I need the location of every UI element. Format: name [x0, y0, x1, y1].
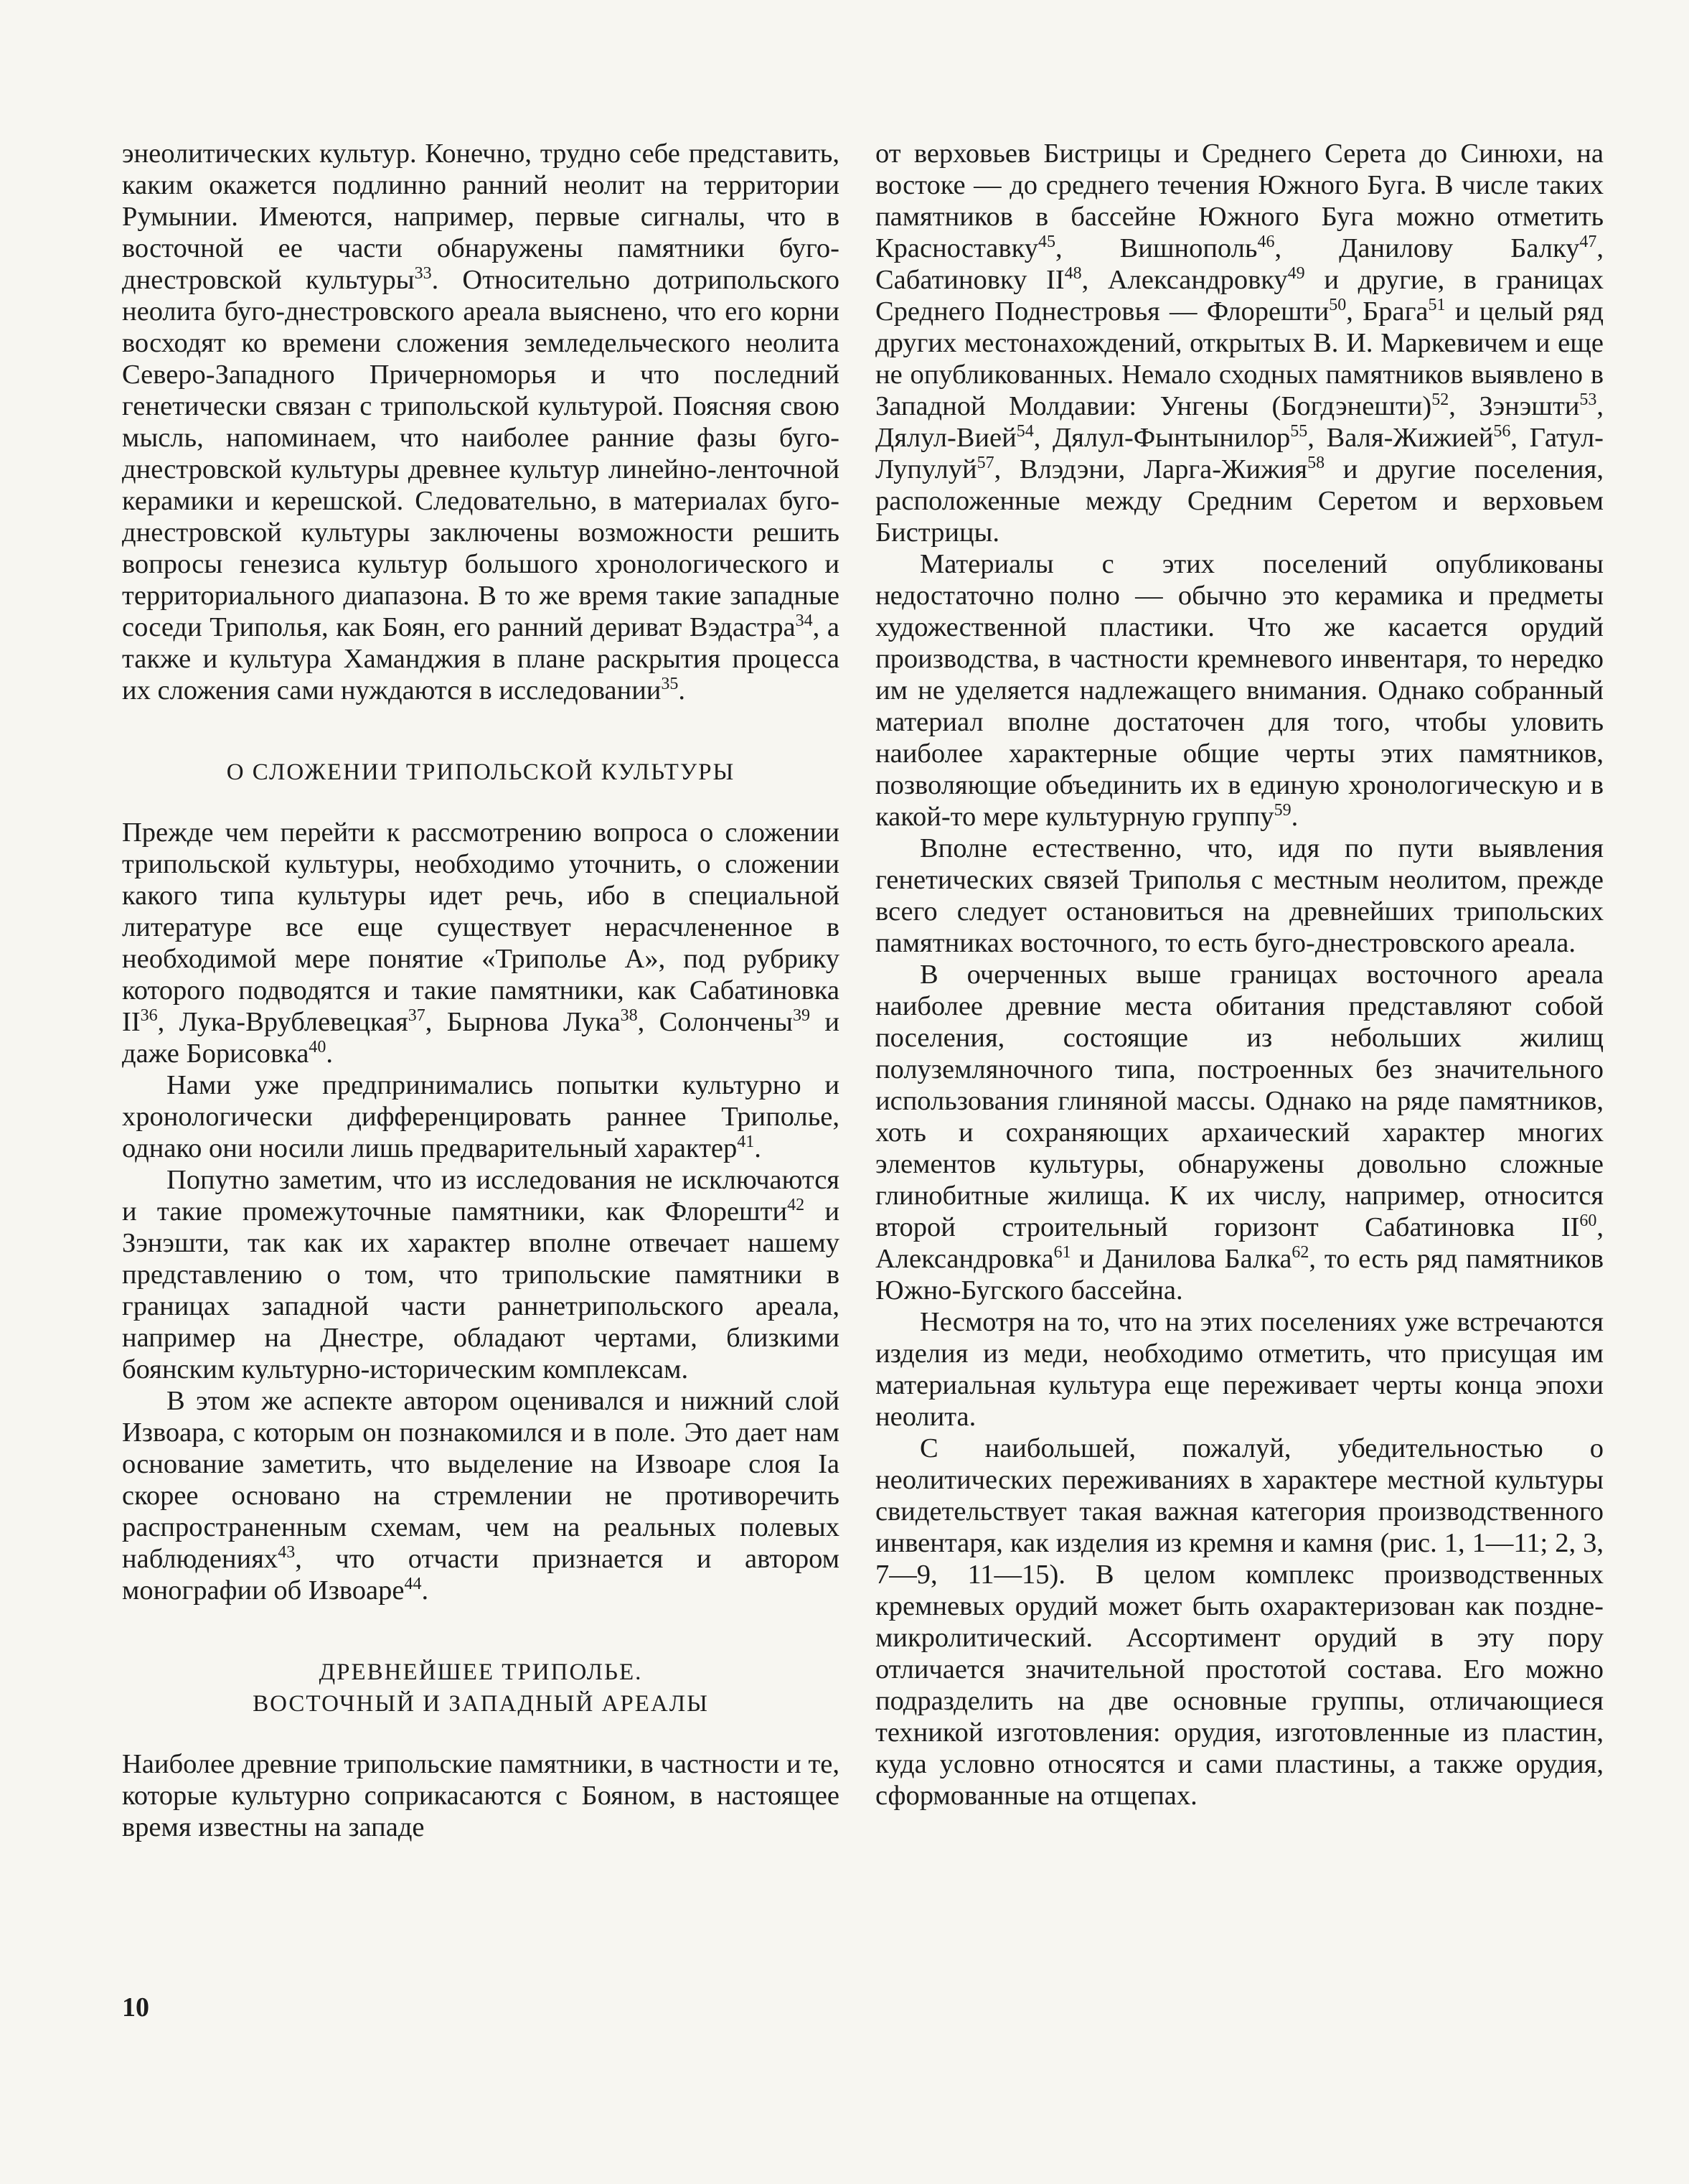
page-number: 10	[122, 1992, 149, 2023]
paragraph: Несмотря на то, что на этих поселениях уже встречаются изделия из меди, необходимо отметить, что присущая им материальная культура еще переживает черты конца эпохи неолита.	[875, 1307, 1604, 1432]
right-column	[875, 138, 1604, 1812]
section-heading: О СЛОЖЕНИИ ТРИПОЛЬСКОЙ КУЛЬТУРЫ	[226, 759, 735, 785]
paragraph: С наибольшей, пожалуй, убедительностью о неолитических переживаниях в характере местной культуры свидетельствует такая важная категория производственного инвентаря, как изделия из кремня и камня (рис. 1, 1—11; 2, 3, 7—9, 11—15). В целом комплекс производственных кремневых орудий может быть охарактеризован как поздне-микролитический. Ассортимент орудий в эту пору отличается значительной простотой состава. Его можно подразделить на две основные группы, отличающиеся техникой изготовления: орудия, изготовленные из пластин, куда условно относятся и сами пластины, а также орудия, сформованные на отщепах.	[875, 1433, 1604, 1811]
left-column	[122, 138, 839, 1843]
paragraph: Нами уже предпринимались попытки культурно и хронологически дифференцировать раннее Триполье, однако они носили лишь предварительный характер$^{41}$.	[122, 1070, 839, 1163]
paragraph: энеолитических культур. Конечно, трудно себе представить, каким окажется подлинно ранний неолит на территории Румынии. Имеются, например, первые сигналы, что в восточной ее части обнаружены памятники буго-днестровской культуры$^{33}$. Относительно дотрипольского неолита буго-днестровского ареала выяснено, что его корни восходят ко времени сложения земледельческого неолита Северо-Западного Причерноморья и что последний генетически связан с трипольской культурой. Поясняя свою мысль, напоминаем, что наиболее ранние фазы буго-днестровской культуры древнее культур линейно-ленточной керамики и керешской. Следовательно, в материалах буго-днестровской культуры заключены возможности решить вопросы генезиса культур большого хронологического и территориального диапазона. В то же время такие западные соседи Триполья, как Боян, его ранний дериват Вэдастра$^{34}$, а также и культура Хаманджия в плане раскрытия процесса их сложения сами нуждаются в исследовании$^{35}$.	[122, 139, 840, 706]
paragraph: Вполне естественно, что, идя по пути выявления генетических связей Триполья с местным неолитом, прежде всего следует остановиться на древнейших трипольских памятниках восточного, то есть буго-днестровского ареала.	[875, 833, 1604, 958]
paragraph: Прежде чем перейти к рассмотрению вопроса о сложении трипольской культуры, необходимо уточнить, о сложении какого типа культуры идет речь, ибо в специальной литературе все еще существует нерасчлененное в необходимой мере понятие «Триполье А», под рубрику которого подводятся и такие памятники, как Сабатиновка II$^{36}$, Лука-Врублевецкая$^{37}$, Бырнова Лука$^{38}$, Солончены$^{39}$ и даже Борисовка$^{40}$.	[122, 817, 840, 1069]
paragraph: от верховьев Бистрицы и Среднего Серета до Синюхи, на востоке — до среднего течения Южного Буга. В числе таких памятников в бассейне Южного Буга можно отметить Красноставку$^{45}$, Вишнополь$^{46}$, Данилову Балку$^{47}$, Сабатиновку II$^{48}$, Александровку$^{49}$ и другие, в границах Среднего Поднестровья — Флорешти$^{50}$, Брага$^{51}$ и целый ряд других местонахождений, открытых В. И. Маркевичем и еще не опубликованных. Немало сходных памятников выявлено в Западной Молдавии: Унгены (Богдэнешти)$^{52}$, Зэнэшти$^{53}$, Дялул-Вией$^{54}$, Дялул-Фынтынилор$^{55}$, Валя-Жижией$^{56}$, Гатул-Лупулуй$^{57}$, Влэдэни, Ларга-Жижия$^{58}$ и другие поселения, расположенные между Средним Серетом и верховьем Бистрицы.	[875, 139, 1604, 548]
paragraph: В этом же аспекте автором оценивался и нижний слой Извоара, с которым он познакомился и в поле. Это дает нам основание заметить, что выделение на Извоаре слоя Ia скорее основано на стремлении не противоречить распространенным схемам, чем на реальных полевых наблюдениях$^{43}$, что отчасти признается и автором монографии об Извоаре$^{44}$.	[122, 1386, 839, 1606]
section-heading: ВОСТОЧНЫЙ И ЗАПАДНЫЙ АРЕАЛЫ	[253, 1691, 709, 1717]
section-heading: ДРЕВНЕЙШЕЕ ТРИПОЛЬЕ.	[319, 1659, 643, 1685]
paragraph: Попутно заметим, что из исследования не исключаются и такие промежуточные памятники, как Флорешти$^{42}$ и Зэнэшти, так как их характер вполне отвечает нашему представлению о том, что трипольские памятники в границах западной части раннетрипольского ареала, например на Днестре, обладают чертами, близкими боянским культурно-историческим комплексам.	[122, 1165, 839, 1384]
paragraph: Наиболее древние трипольские памятники, в частности и те, которые культурно соприкасаются с Бояном, в настоящее время известны на западе	[122, 1749, 839, 1842]
paragraph: В очерченных выше границах восточного ареала наиболее древние места обитания представляют собой поселения, состоящие из небольших жилищ полуземляночного типа, построенных без значительного использования глиняной массы. Однако на ряде памятников, хоть и сохраняющих архаический характер многих элементов культуры, обнаружены довольно сложные глинобитные жилища. К их числу, например, относится второй строительный горизонт Сабатиновка II$^{60}$, Александровка$^{61}$ и Данилова Балка$^{62}$, то есть ряд памятников Южно-Бугского бассейна.	[875, 960, 1604, 1306]
paragraph: Материалы с этих поселений опубликованы недостаточно полно — обычно это керамика и предметы художественной пластики. Что же касается орудий производства, в частности кремневого инвентаря, то нередко им не уделяется надлежащего внимания. Однако собранный материал вполне достаточен для того, чтобы уловить наиболее характерные общие черты этих памятников, позволяющие объединить их в единую хронологическую и в какой-то мере культурную группу$^{59}$.	[875, 549, 1604, 832]
